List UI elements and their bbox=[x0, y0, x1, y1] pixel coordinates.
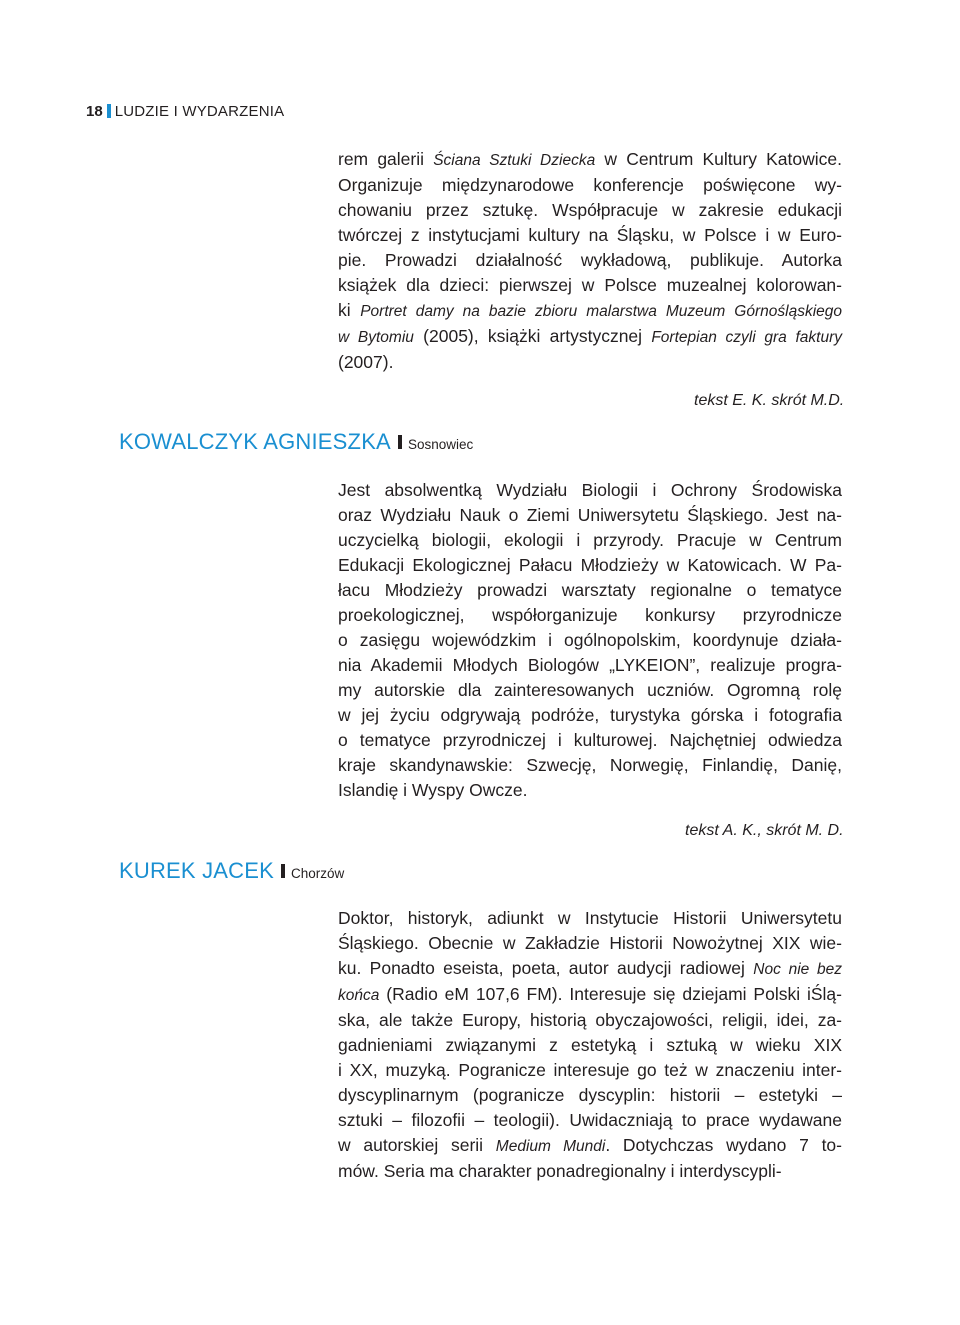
text-line: oraz Wydziału Nauk o Ziemi Uniwersytetu Śląskiego. Jest na- bbox=[338, 505, 842, 525]
section-title: LUDZIE I WYDARZENIA bbox=[114, 103, 285, 120]
text-line: (2007). bbox=[338, 352, 394, 372]
italic-title: Ściana Sztuki Dziecka bbox=[433, 152, 596, 169]
italic-title: końca bbox=[338, 987, 380, 1004]
italic-title: w Bytomiu bbox=[338, 329, 414, 346]
text-line: nia Akademii Młodych Biologów „LYKEION”, realizuje progra- bbox=[338, 655, 842, 675]
entry-continued-text bbox=[338, 147, 842, 375]
text-line: chowaniu przez sztukę. Współpracuje w zakresie edukacji bbox=[338, 200, 842, 220]
running-header bbox=[86, 102, 284, 122]
person-bio bbox=[338, 478, 842, 803]
text-line: Islandię i Wyspy Owcze. bbox=[338, 780, 528, 800]
person-heading bbox=[119, 857, 344, 888]
text-line: twórczej z instytucjami kultury na Śląsku, w Polsce i w Euro- bbox=[338, 225, 842, 245]
text-line: książek dla dzieci: pierwszej w Polsce muzealnej kolorowan- bbox=[338, 275, 842, 295]
text-line: i XX, muzyką. Pogranicze interesuje go też w znaczeniu inter- bbox=[338, 1060, 842, 1080]
text-line: ki Portret damy na bazie zbioru malarstwa Muzeum Górnośląskiego bbox=[338, 300, 843, 320]
text-line: dyscyplinarnym (pogranicze dyscyplin: historii – estetyki – bbox=[338, 1085, 842, 1105]
name-divider bbox=[398, 435, 402, 449]
text-line: ska, ale także Europy, historią obyczajowości, religii, idei, za- bbox=[338, 1010, 842, 1030]
page-number: 18 bbox=[86, 103, 103, 120]
text-line: w jej życiu odgrywają podróże, turystyka górska i fotografia bbox=[338, 705, 842, 725]
person-city: Chorzów bbox=[291, 866, 345, 881]
text-line: sztuki – filozofii – teologii). Uwidaczniają to prace wydawane bbox=[338, 1110, 842, 1130]
italic-title: Fortepian czyli gra faktury bbox=[651, 329, 842, 346]
text-line: Jest absolwentką Wydziału Biologii i Ochrony Środowiska bbox=[338, 480, 842, 500]
text-line: uczycielką biologii, ekologii i przyrody. Pracuje w Centrum bbox=[338, 530, 842, 550]
person-bio bbox=[338, 906, 842, 1184]
italic-title: Noc nie bez bbox=[753, 961, 843, 978]
text-line: o tematyce przyrodniczej i kulturowej. Najchętniej odwiedza bbox=[338, 730, 842, 750]
text-line: mów. Seria ma charakter ponadregionalny i interdyscypli- bbox=[338, 1161, 782, 1181]
text-line: w Bytomiu (2005), książki artystycznej Fortepian czyli gra faktury bbox=[338, 326, 842, 346]
text-line: ku. Ponadto eseista, poeta, autor audycji radiowej Noc nie bez bbox=[338, 958, 843, 978]
text-line: proekologicznej, współorganizuje konkursy przyrodnicze bbox=[338, 605, 842, 625]
text-line: w autorskiej serii Medium Mundi. Dotychczas wydano 7 to- bbox=[338, 1135, 842, 1155]
italic-title: Medium Mundi bbox=[495, 1138, 606, 1155]
text-line: o zasięgu wojewódzkim i ogólnopolskim, koordynuje działa- bbox=[338, 630, 842, 650]
text-line: łacu Młodzieży prowadzi warsztaty regionalne o tematyce bbox=[338, 580, 842, 600]
text-line: Edukacji Ekologicznej Pałacu Młodzieży w Katowicach. W Pa- bbox=[338, 555, 842, 575]
name-divider bbox=[281, 864, 285, 878]
entry-credit: tekst E. K. skrót M.D. bbox=[694, 392, 845, 409]
entry-credit: tekst A. K., skrót M. D. bbox=[685, 822, 844, 839]
text-line: Doktor, historyk, adiunkt w Instytucie Historii Uniwersytetu bbox=[338, 908, 842, 928]
person-name: KUREK JACEK bbox=[119, 858, 275, 883]
person-heading bbox=[119, 428, 473, 459]
text-line: kraje skandynawskie: Szwecję, Norwegię, Finlandię, Danię, bbox=[338, 755, 842, 775]
text-line: Organizuje międzynarodowe konferencje poświęcone wy- bbox=[338, 175, 842, 195]
header-divider bbox=[107, 104, 111, 118]
text-line: gadnieniami związanymi z estetyką i sztuką w wieku XIX bbox=[338, 1035, 842, 1055]
italic-title: Portret damy na bazie zbioru malarstwa Muzeum Górnośląskiego bbox=[360, 303, 843, 320]
text-line: rem galerii Ściana Sztuki Dziecka w Centrum Kultury Katowice. bbox=[338, 149, 842, 169]
text-line: końca (Radio eM 107,6 FM). Interesuje się dziejami Polski iŚlą- bbox=[338, 984, 842, 1004]
text-line: my autorskie dla zainteresowanych uczniów. Ogromną rolę bbox=[338, 680, 842, 700]
text-line: Śląskiego. Obecnie w Zakładzie Historii Nowożytnej XIX wie- bbox=[338, 933, 842, 953]
text-line: pie. Prowadzi działalność wykładową, publikuje. Autorka bbox=[338, 250, 842, 270]
person-city: Sosnowiec bbox=[407, 437, 474, 452]
person-name: KOWALCZYK AGNIESZKA bbox=[119, 429, 391, 454]
